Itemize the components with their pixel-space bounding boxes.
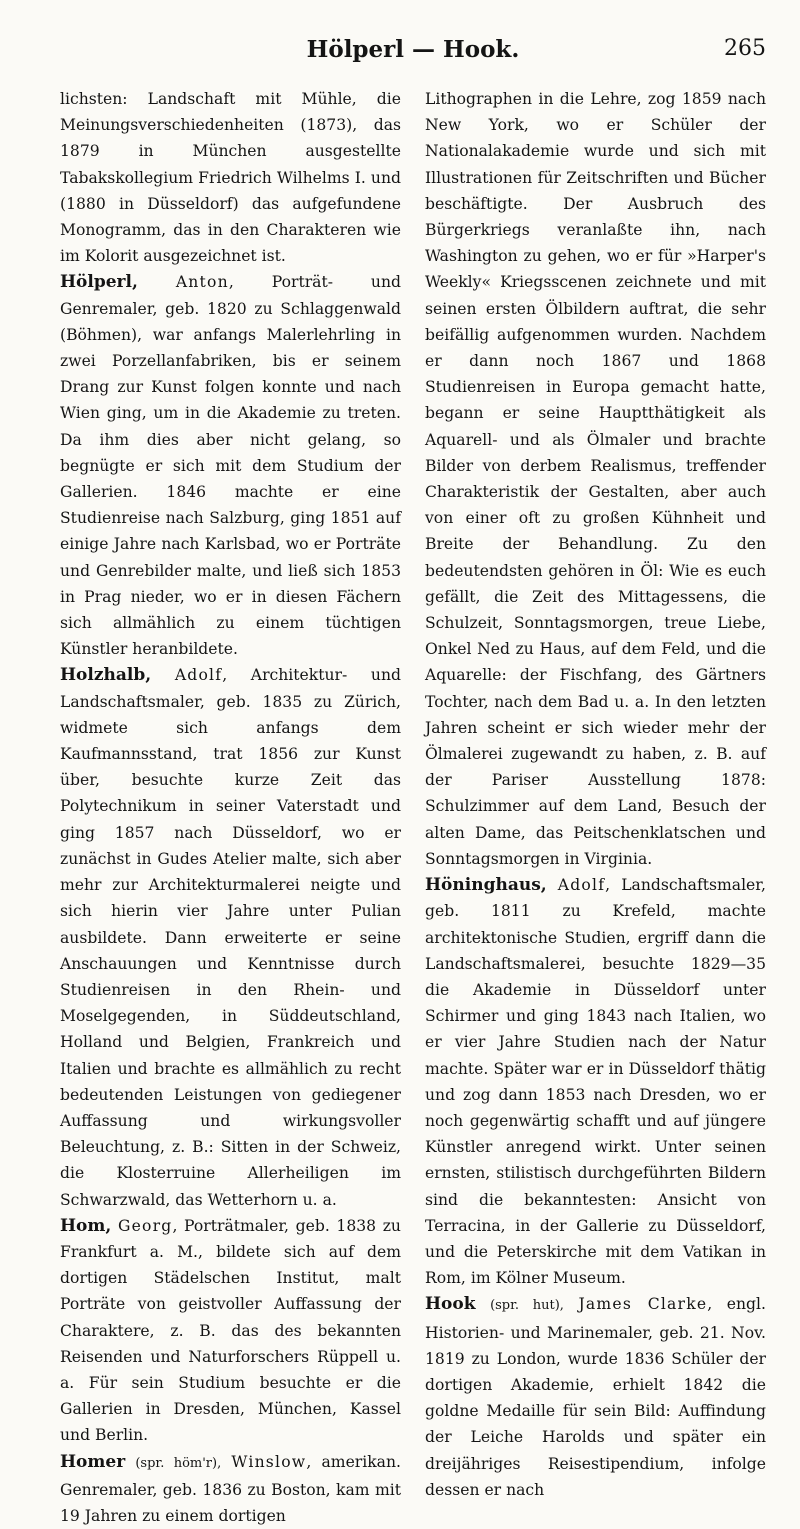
continued-text: Lithographen in die Lehre, zog 1859 nach New York, wo er Schüler der Nationalakademie wurde und sich mit Illustrationen für Zeitschriften und Bücher beschäftigte. Der Ausbruch des Bürgerkriegs veranlaßte ihn, nach Washington zu gehen, wo er für »Harper's Weekly« Kriegsscenen zeichnete und mit seinen ersten Ölbildern auftrat, die sehr beifällig aufgenommen wurden. Nachdem er dann noch 1867 und 1868 Studienreisen in Europa gemacht hatte, begann er seine Hauptthätigkeit als Aquarell- und als Ölmaler und brachte Bilder von derbem Realismus, treffender Charakteristik der Gestalten, aber auch von einer oft zu großen Kühnheit und Breite der Behandlung. Zu den bedeutendsten gehören in Öl: Wie es euch gefällt, die Zeit des Mittagessens, die Schulzeit, Sonntagsmorgen, treue Liebe, Onkel Ned zu Haus, auf dem Feld, und die Aquarelle: der Fischfang, des Gärtners Tochter, nach dem Bad u. a. In den letzten Jahren scheint er sich wieder mehr der Ölmalerei zugewandt zu haben, z. B. auf der Pariser Ausstellung 1878: Schulzimmer auf dem Land, Besuch der alten Dame, das Peitschenklatschen und Sonntagsmorgen in Virginia. <box>425 90 766 868</box>
entry-homer <box>60 1449 401 1529</box>
continued-text: lichsten: Landschaft mit Mühle, die Meinungsverschiedenheiten (1873), das 1879 in München ausgestellte Tabakskollegium Friedrich Wilhelms I. und (1880 in Düsseldorf) das aufgefundene Monogramm, das in den Charakteren wie im Kolorit ausgezeichnet ist. <box>60 90 401 266</box>
headword: Hölperl, <box>60 272 138 293</box>
entry-text: , engl. Historien- und Marinemaler, geb. 21. Nov. 1819 zu London, wurde 1836 Schüler der dortigen Akademie, erhielt 1842 die goldne Medaille für sein Bild: Auffindung der Leiche Harolds und später ein dreijähriges Reisestipendium, infolge dessen er nach <box>425 1295 766 1499</box>
entry-holzhalb <box>60 662 401 1212</box>
entry-hom <box>60 1213 401 1449</box>
pronunciation: (spr. höm'r), <box>135 1455 222 1471</box>
continued-entry <box>60 86 401 269</box>
given-name: Anton <box>175 273 229 292</box>
text-columns <box>60 86 766 1529</box>
given-name: Adolf <box>557 876 606 895</box>
continued-entry <box>425 86 766 872</box>
entry-text: , Architektur- und Landschaftsmaler, geb. 1835 zu Zürich, widmete sich anfangs dem Kaufmannsstand, trat 1856 zur Kunst über, besuchte kurze Zeit das Polytechnikum in seiner Vaterstadt und ging 1857 nach Düsseldorf, wo er zunächst in Gudes Atelier malte, sich aber mehr zur Architekturmalerei neigte und sich hierin vier Jahre unter Pulian ausbildete. Dann erweiterte er seine Anschauungen und Kenntnisse durch Studienreisen in den Rhein- und Moselgegenden, in Süddeutschland, Holland und Belgien, Frankreich und Italien und brachte es allmählich zu recht bedeutenden Leistungen von gediegener Auffassung und wirkungsvoller Beleuchtung, z. B.: Sitten in der Schweiz, die Klosterruine Allerheiligen im Schwarzwald, das Wetterhorn u. a. <box>60 666 401 1209</box>
left-column <box>60 86 401 1529</box>
headword: Hom, <box>60 1215 112 1236</box>
headword: Homer <box>60 1451 126 1472</box>
headword: Hook <box>425 1294 476 1315</box>
entry-hoeninghaus <box>425 872 766 1291</box>
given-name: Georg <box>117 1216 173 1235</box>
entry-text: , Porträt- und Genremaler, geb. 1820 zu Schlaggenwald (Böhmen), war anfangs Malerlehrling in zwei Porzellanfabriken, bis er seinem Drang zur Kunst folgen konnte und nach Wien ging, um in die Akademie zu treten. Da ihm dies aber nicht gelang, so begnügte er sich mit dem Studium der Gallerien. 1846 machte er eine Studienreise nach Salzburg, ging 1851 auf einige Jahre nach Karlsbad, wo er Porträte und Genrebilder malte, und ließ sich 1853 in Prag nieder, wo er in diesen Fächern sich allmählich zu einem tüchtigen Künstler heranbildete. <box>60 273 401 659</box>
headword: Holzhalb, <box>60 665 152 686</box>
given-name: James Clarke <box>578 1295 708 1314</box>
entry-hoelperl <box>60 269 401 662</box>
entry-text: , amerikan. Genremaler, geb. 1836 zu Boston, kam mit 19 Jahren zu einem dortigen <box>60 1452 401 1525</box>
headword: Höninghaus, <box>425 875 547 896</box>
entry-text: , Porträtmaler, geb. 1838 zu Frankfurt a. M., bildete sich auf dem dortigen Städelschen Institut, malt Porträte von geistvoller Auffassung der Charaktere, z. B. das des bekannten Reisenden und Naturforschers Rüppell u. a. Für sein Studium besuchte er die Gallerien in Dresden, München, Kassel und Berlin. <box>60 1216 401 1445</box>
entry-hook <box>425 1291 766 1503</box>
pronunciation: (spr. hut), <box>490 1298 564 1314</box>
running-head: Hölperl — Hook. <box>306 36 520 63</box>
page-number: 265 <box>724 36 766 61</box>
page-header <box>60 36 766 76</box>
right-column <box>425 86 766 1529</box>
given-name: Winslow <box>231 1452 307 1471</box>
given-name: Adolf <box>174 666 223 685</box>
entry-text: , Landschaftsmaler, geb. 1811 zu Krefeld, machte architektonische Studien, ergriff dann die Landschaftsmalerei, besuchte 1829—35 die Akademie in Düsseldorf unter Schirmer und ging 1843 nach Italien, wo er vier Jahre Studien nach der Natur machte. Später war er in Düsseldorf thätig und zog dann 1853 nach Dresden, wo er noch gegenwärtig schafft und auf jüngere Künstler anregend wirkt. Unter seinen ernsten, stilistisch durchgeführten Bildern sind die bekanntesten: Ansicht von Terracina, in der Gallerie zu Düsseldorf, und die Peterskirche mit dem Vatikan in Rom, im Kölner Museum. <box>425 876 766 1288</box>
